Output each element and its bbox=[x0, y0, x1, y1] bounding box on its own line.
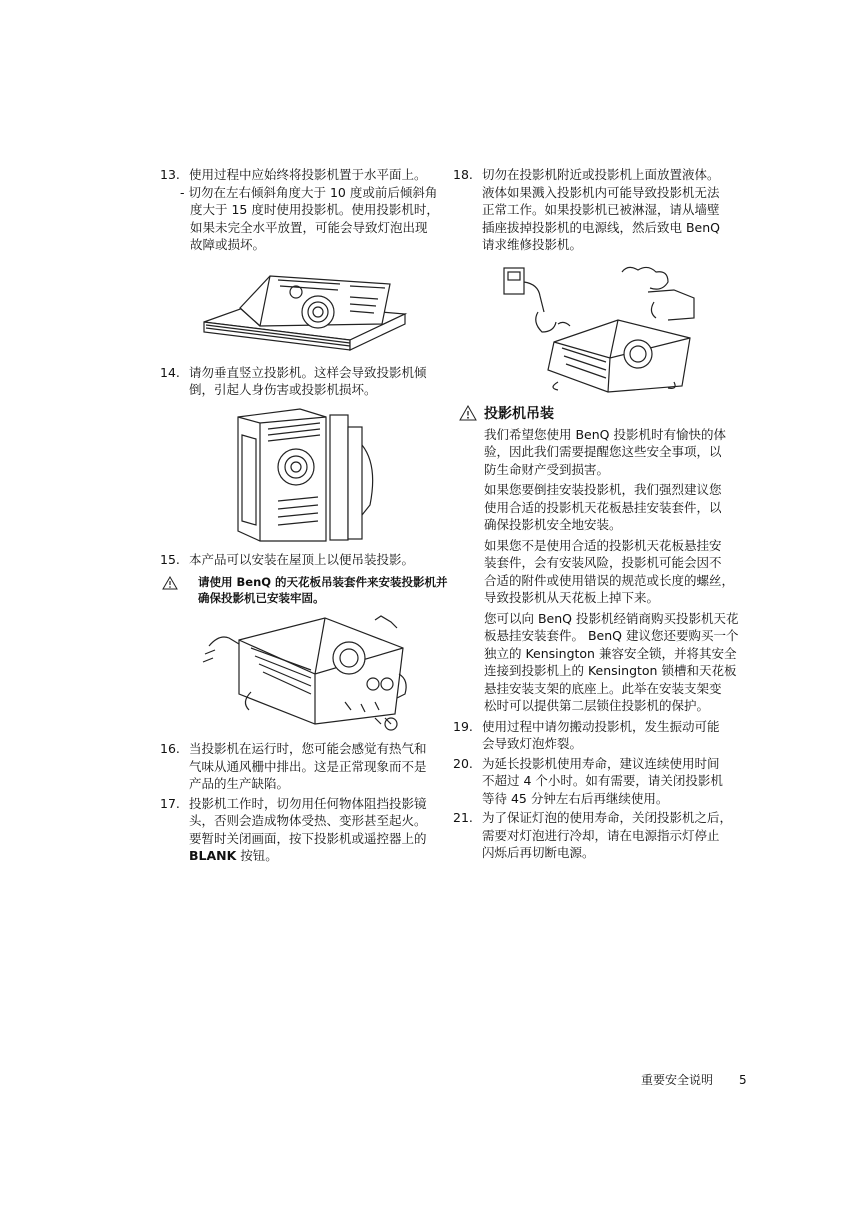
item-number: 17. bbox=[160, 795, 180, 811]
footer-section-title: 重要安全说明 bbox=[641, 1073, 714, 1087]
item-text: 当投影机在运行时，您可能会感觉有热气和 气味从通风栅中排出。这是正常现象而不是 产品的生产缺陷。 bbox=[189, 741, 427, 791]
left-column bbox=[160, 166, 450, 865]
ceiling-projector-illustration bbox=[195, 614, 415, 732]
right-column bbox=[453, 166, 743, 862]
safety-item-13 bbox=[160, 166, 450, 184]
item-text-main: 投影机工作时，切勿用任何物体阻挡投影镜 头，否则会造成物体受热、变形甚至起火。 要暂时关闭画面，按下投影机或遥控器上的 bbox=[189, 795, 427, 846]
item-text: 使用过程中请勿搬动投影机，发生振动可能 会导致灯泡炸裂。 bbox=[482, 718, 720, 751]
safety-item-14 bbox=[160, 364, 450, 399]
item-text: 切勿在投影机附近或投影机上面放置液体。 液体如果溅入投影机内可能导致投影机无法 正常工作。如果投影机已被淋湿，请从墙壁 插座拔掉投影机的电源线，然后致电 BenQ 请求维修投影机。 bbox=[482, 167, 721, 252]
section-header bbox=[453, 404, 743, 426]
item-number: 20. bbox=[453, 755, 473, 771]
safety-item-16 bbox=[160, 740, 450, 793]
liquid-spill-illustration bbox=[498, 262, 698, 394]
item-number: 19. bbox=[453, 718, 473, 734]
item-text bbox=[189, 795, 450, 865]
section-paragraph: 您可以向 BenQ 投影机经销商购买投影机天花 板悬挂安装套件。 BenQ 建议您还要购买一个 独立的 Kensington 兼容安全锁，并将其安全 连接到投影机上的 Kensington 锁槽和天花板 悬挂安装支架的底座上。此举在安装支架变 松时可以提供第二层锁住投影机的保护。 bbox=[484, 610, 739, 713]
section-paragraph: 我们希望您使用 BenQ 投影机时有愉快的体 验，因此我们需要提醒您这些安全事项，以 防生命财产受到损害。 bbox=[484, 426, 726, 477]
section-paragraph: 如果您不是使用合适的投影机天花板悬挂安 装套件，会有安装风险，投影机可能会因不 合适的附件或使用错误的规范或长度的螺丝， 导致投影机从天花板上掉下来。 bbox=[484, 537, 735, 605]
item-13-subtext: - 切勿在左右倾斜角度大于 10 度或前后倾斜角 度大于 15 度时使用投影机。使用投影机时， 如果未完全水平放置，可能会导致灯泡出现 故障或损坏。 bbox=[180, 184, 439, 252]
item-text: 请勿垂直竖立投影机。这样会导致投影机倾 倒，引起人身伤害或投影机损坏。 bbox=[189, 364, 427, 397]
safety-item-19 bbox=[453, 718, 743, 753]
safety-item-21 bbox=[453, 809, 743, 862]
section-title: 投影机吊装 bbox=[484, 405, 554, 422]
item-text: 为了保证灯泡的使用寿命，关闭投影机之后， 需要对灯泡进行冷却，请在电源指示灯停止 闪烁后再切断电源。 bbox=[482, 810, 733, 860]
blank-key-label: BLANK bbox=[189, 848, 237, 863]
warning-triangle-icon bbox=[459, 405, 477, 421]
safety-item-18 bbox=[453, 166, 743, 254]
warning-text: 请使用 BenQ 的天花板吊装套件来安装投影机并 确保投影机已安装牢固。 bbox=[198, 575, 448, 605]
warning-triangle-icon bbox=[162, 576, 178, 590]
item-text: 本产品可以安装在屋顶上以便吊装投影。 bbox=[189, 551, 415, 567]
item-text: 为延长投影机使用寿命，建议连续使用时间 不超过 4 个小时。如有需要，请关闭投影机 等待 45 分钟左右后再继续使用。 bbox=[482, 755, 723, 806]
item-text: 使用过程中应始终将投影机置于水平面上。 bbox=[189, 167, 427, 182]
warning-note bbox=[160, 574, 450, 606]
section-paragraph: 如果您要倒挂安装投影机，我们强烈建议您 使用合适的投影机天花板悬挂安装套件，以 确保投影机安全地安装。 bbox=[484, 482, 722, 532]
item-number: 15. bbox=[160, 551, 180, 567]
item-number: 13. bbox=[160, 167, 180, 182]
safety-item-20 bbox=[453, 755, 743, 808]
item-text-end: 按钮。 bbox=[236, 848, 278, 863]
item-number: 14. bbox=[160, 364, 180, 380]
page-number: 5 bbox=[739, 1073, 747, 1087]
item-number: 18. bbox=[453, 167, 473, 182]
item-number: 21. bbox=[453, 810, 473, 825]
safety-item-17 bbox=[160, 795, 450, 865]
item-number: 16. bbox=[160, 741, 180, 756]
safety-item-15 bbox=[160, 551, 450, 569]
tilted-projector-illustration bbox=[200, 262, 410, 358]
vertical-projector-illustration bbox=[230, 405, 380, 545]
